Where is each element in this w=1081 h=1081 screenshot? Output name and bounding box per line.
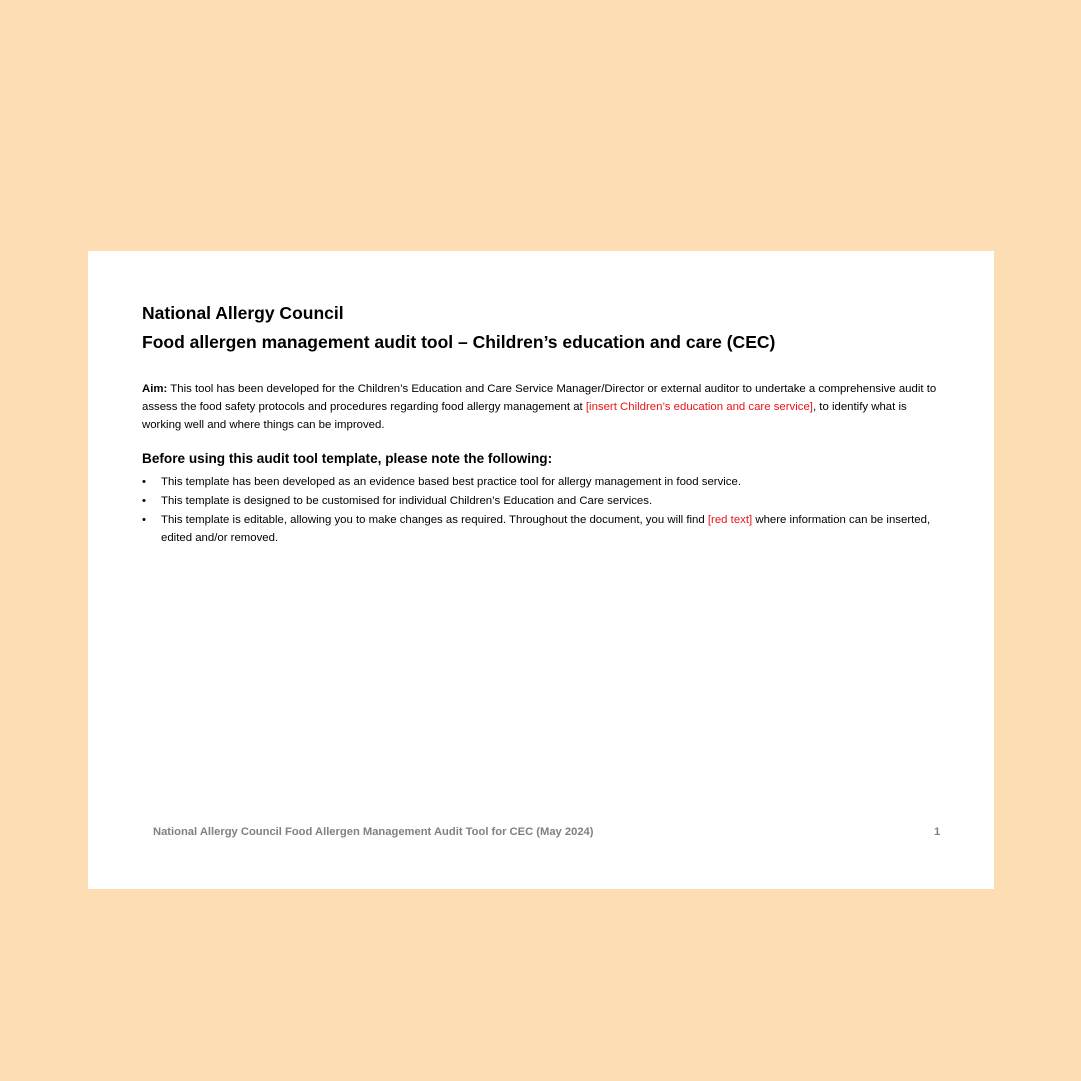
footer-text: National Allergy Council Food Allergen Management Audit Tool for CEC (May 2024) [153,826,594,838]
page-number: 1 [934,826,941,838]
list-item [142,492,942,510]
aim-text-before: This tool has been developed for the Children’s Education and Care Service Manager/Director or external auditor to undertake a comprehensive audit to assess the food safety protocols and procedures regarding food allergy management at [142,383,937,413]
note-text: This template is designed to be customised for individual Children’s Education and Care services. [161,495,653,507]
note-text: This template has been developed as an evidence based best practice tool for allergy management in food service. [161,476,742,488]
notes-heading: Before using this audit tool template, please note the following: [142,451,553,466]
note-text-before: This template is editable, allowing you to make changes as required. Throughout the document, you will find [161,514,708,526]
notes-list [142,473,942,548]
list-item [142,473,942,491]
document-page [88,251,994,889]
bullet-icon: • [142,495,146,507]
bullet-icon: • [142,476,146,488]
service-placeholder: [insert Children’s education and care service] [585,401,813,413]
organisation-title: National Allergy Council [142,303,344,323]
bullet-icon: • [142,514,146,526]
aim-text-after: , to identify what is working well and where things can be improved. [142,401,907,431]
document-title: Food allergen management audit tool – Children’s education and care (CEC) [142,332,776,352]
red-text-sample: [red text] [707,514,753,526]
aim-label: Aim: [142,383,168,395]
list-item [142,511,942,547]
note-text-after: where information can be inserted, edited and/or removed. [161,514,931,544]
aim-paragraph [142,380,942,434]
